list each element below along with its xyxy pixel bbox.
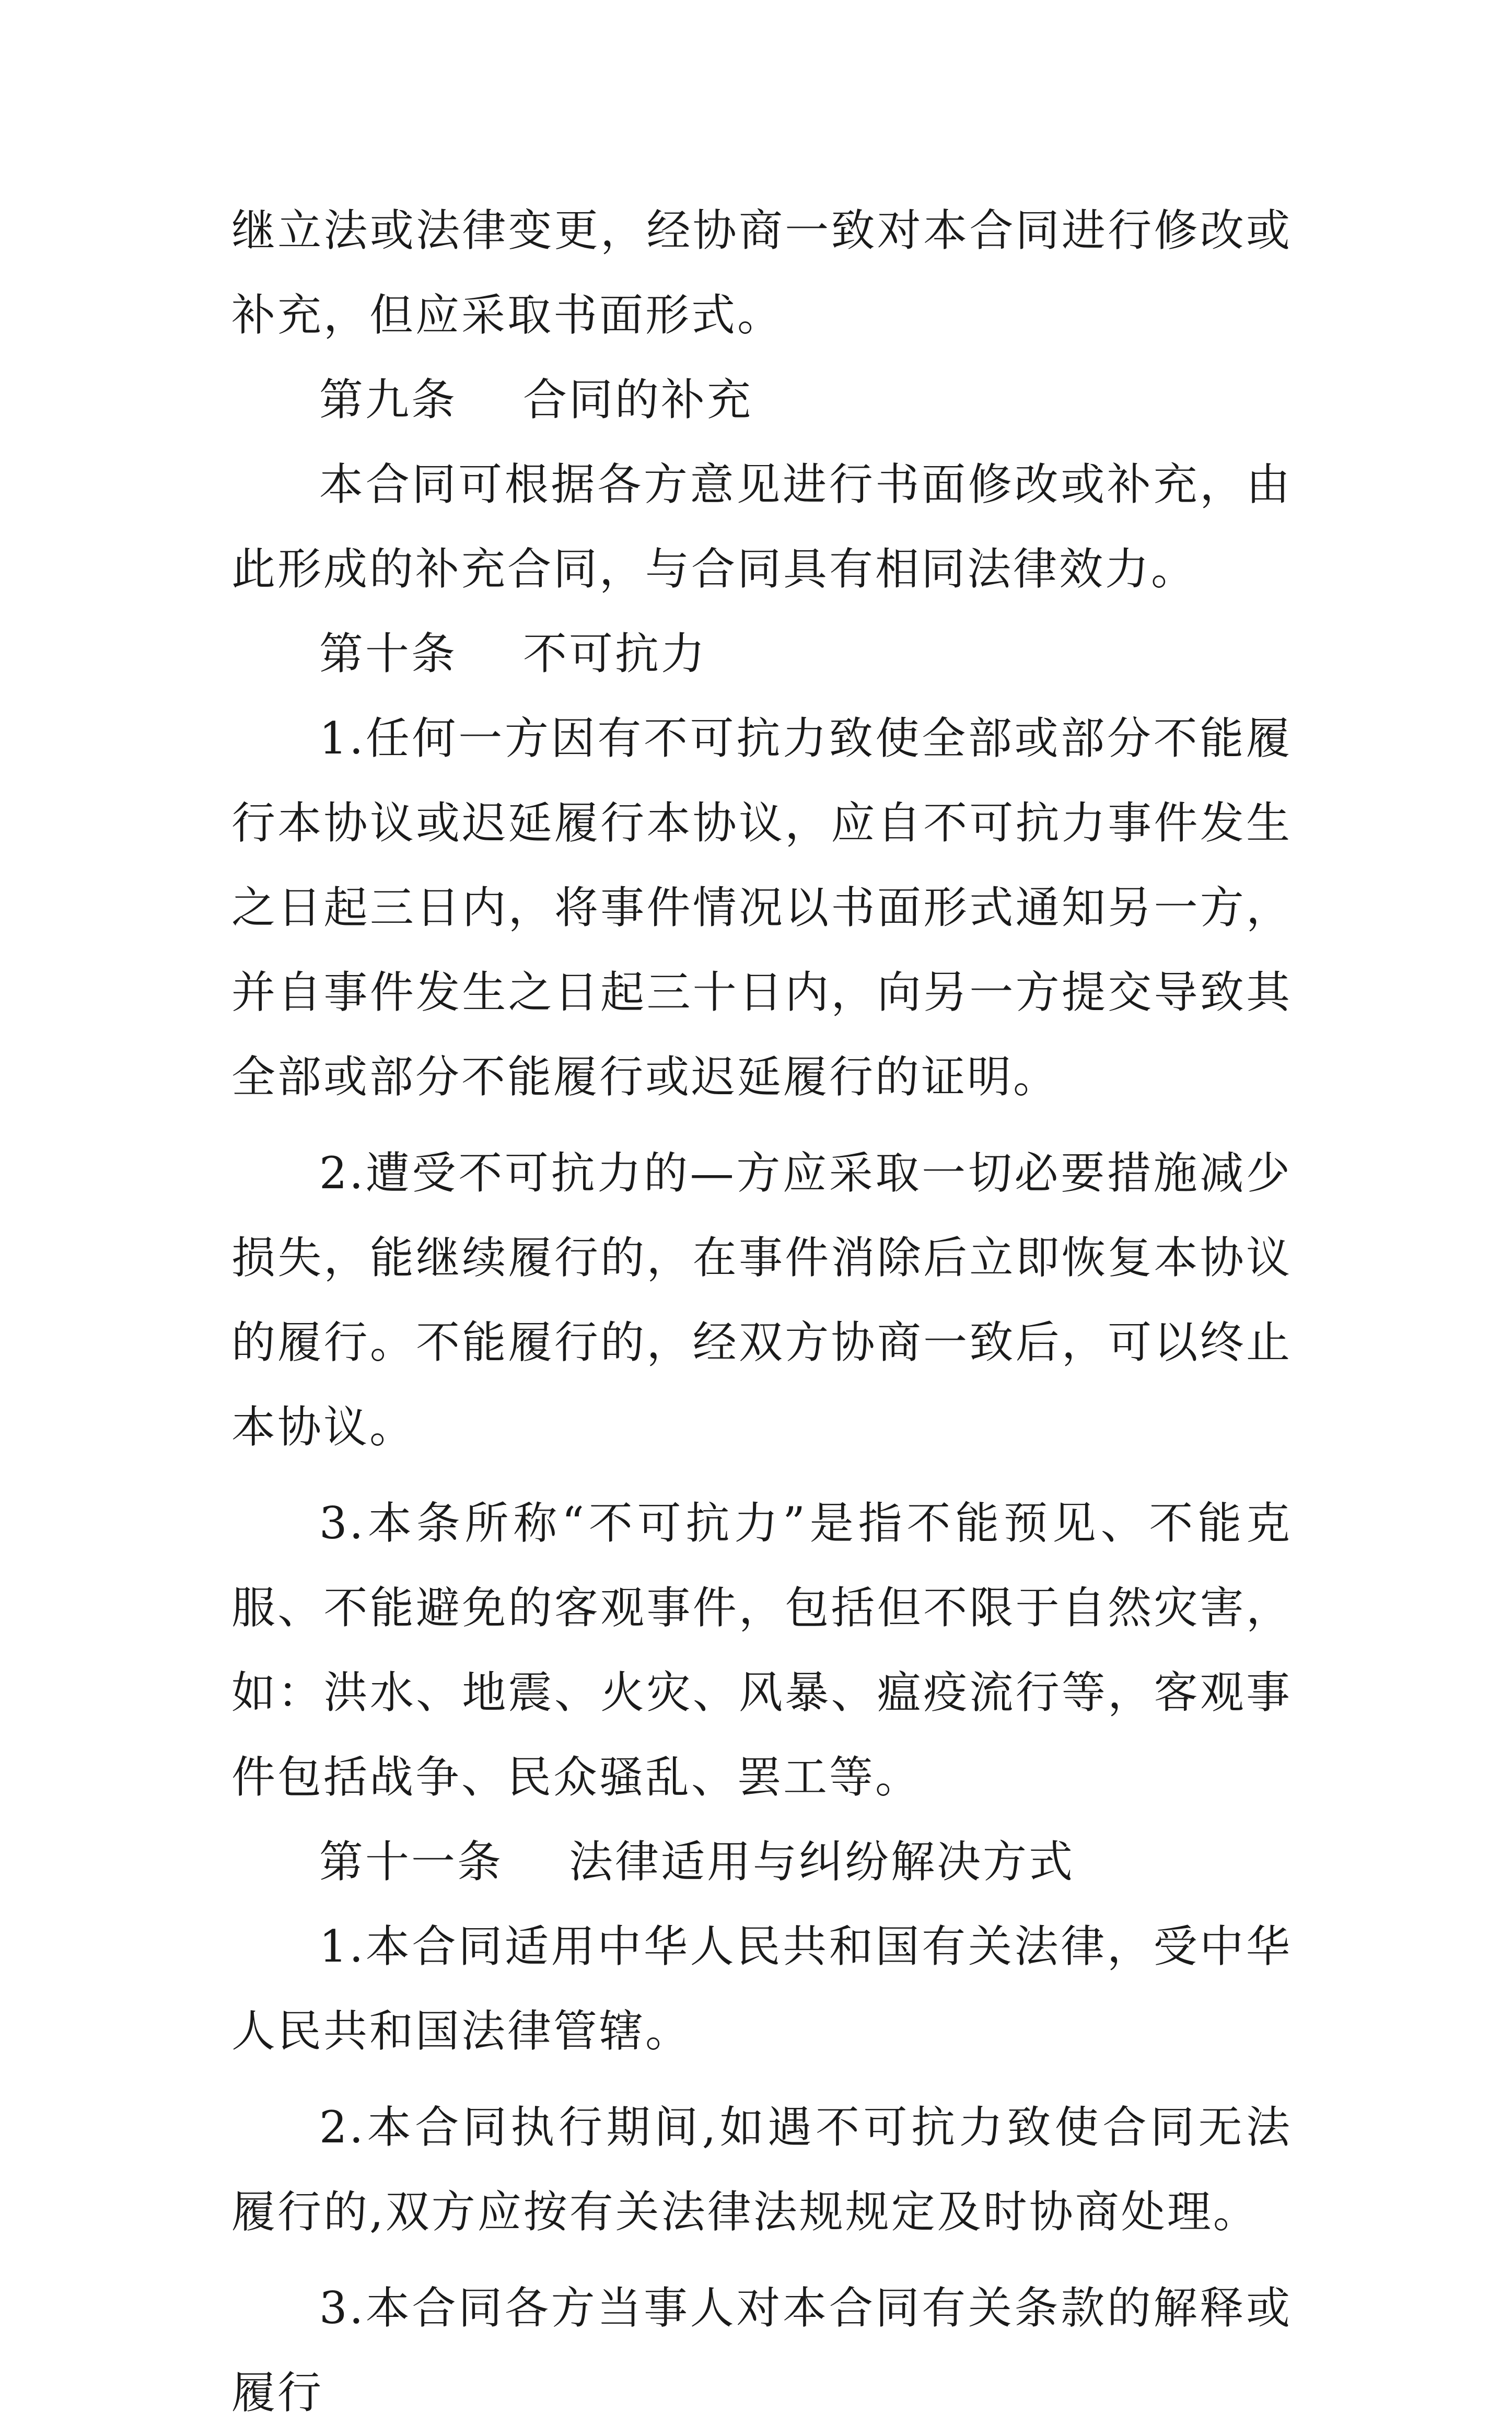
article-9-number: 第九条 xyxy=(319,374,458,425)
article-11-clause-1: 1.本合同适用中华人民共和国有关法律，受中华人民共和国法律管辖。 xyxy=(231,1921,1292,2057)
article-10-clause-3: 3.本条所称“不可抗力”是指不能预见、不能克服、不能避免的客观事件，包括但不限于自然灾害，如：洪水、地震、火灾、风暴、瘟疫流行等，客观事件包括战争、民众骚乱、罢工等。 xyxy=(231,1498,1292,1803)
article-11-heading xyxy=(231,1819,1292,1904)
article-11-clause-2: 2.本合同执行期间,如遇不可抗力致使合同无法履行的,双方应按有关法律法规规定及时协商处理。 xyxy=(231,2102,1292,2237)
article-11-number: 第十一条 xyxy=(319,1836,504,1887)
article-11-title: 法律适用与纠纷解决方式 xyxy=(569,1836,1075,1887)
article-9-heading xyxy=(231,357,1292,442)
article-10-clause-1: 1.任何一方因有不可抗力致使全部或部分不能履行本协议或迟延履行本协议，应自不可抗力事件发生之日起三日内，将事件情况以书面形式通知另一方，并自事件发生之日起三十日内，向另一方提交导致其全部或部分不能履行或迟延履行的证明。 xyxy=(231,713,1292,1103)
article-10-heading xyxy=(231,611,1292,696)
article-10-clause-2: 2.遭受不可抗力的—方应采取一切必要措施减少损失，能继续履行的，在事件消除后立即恢复本协议的履行。不能履行的，经双方协商一致后，可以终止本协议。 xyxy=(231,1147,1292,1453)
article-10-number: 第十条 xyxy=(319,628,458,679)
paragraph-continuation: 继立法或法律变更，经协商一致对本合同进行修改或补充，但应采取书面形式。 xyxy=(231,205,1292,341)
article-9-title: 合同的补充 xyxy=(523,374,753,425)
article-11-clause-3: 3.本合同各方当事人对本合同有关条款的解释或履行 xyxy=(231,2282,1292,2418)
article-9-body: 本合同可根据各方意见进行书面修改或补充，由此形成的补充合同，与合同具有相同法律效力。 xyxy=(231,459,1292,595)
document-body xyxy=(231,188,1292,2435)
article-10-title: 不可抗力 xyxy=(523,628,707,679)
